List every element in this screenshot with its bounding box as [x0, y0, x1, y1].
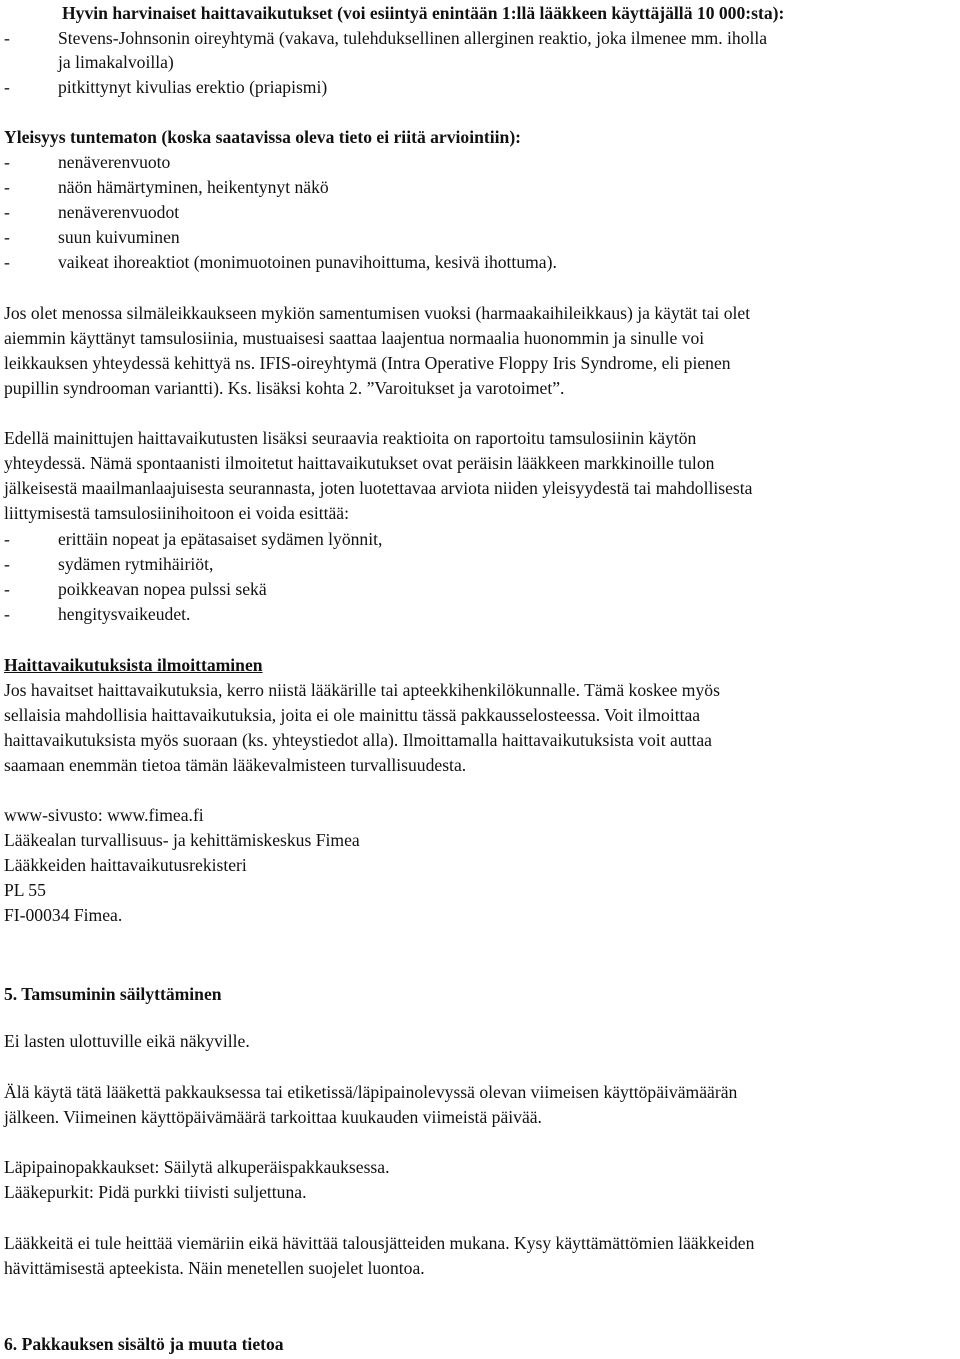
reporting-paragraph-line: haittavaikutuksista myös suoraan (ks. yhteystiedot alla). Ilmoittamalla haittavaikutuksista voit auttaa [4, 730, 712, 750]
reporting-paragraph-line: Jos havaitset haittavaikutuksia, kerro niistä lääkärille tai apteekkihenkilökunnalle. Tämä koskee myös [4, 680, 720, 700]
bullet: - [4, 77, 10, 97]
reported-paragraph-line: liittymisestä tamsulosiinihoitoon ei voida esittää: [4, 503, 349, 523]
bullet: - [4, 227, 10, 247]
ifis-paragraph-line: aiemmin käyttänyt tamsulosiinia, mustuaisesi saattaa laajentua normaalia huonommin ja sinulle voi [4, 328, 705, 348]
bullet: - [4, 202, 10, 222]
bullet: - [4, 177, 10, 197]
section-6-heading: 6. Pakkauksen sisältö ja muuta tietoa [4, 1334, 284, 1354]
storage-paragraph-line: Lääkkeitä ei tule heittää viemäriin eikä hävittää talousjätteiden mukana. Kysy käyttämättömien lääkkeiden [4, 1233, 755, 1253]
bullet: - [4, 252, 10, 272]
contact-line: FI-00034 Fimea. [4, 905, 123, 925]
reporting-paragraph-line: sellaisia mahdollisia haittavaikutuksia, joita ei ole mainittu tässä pakkausselosteessa. Voit ilmoittaa [4, 705, 701, 725]
bullet: - [4, 529, 10, 549]
reported-paragraph-line: yhteydessä. Nämä spontaanisti ilmoitetut haittavaikutukset ovat peräisin lääkkeen markkinoille tulon [4, 453, 715, 473]
contact-line: PL 55 [4, 880, 46, 900]
bullet: - [4, 152, 10, 172]
reported-paragraph-line: jälkeisestä maailmanlaajuisesta seurannasta, joten luotettavaa arviota niiden yleisyydestä tai mahdollisesta [4, 478, 753, 498]
ifis-paragraph-line: pupillin syndrooman variantti). Ks. lisäksi kohta 2. ”Varoitukset ja varotoimet”. [4, 378, 565, 398]
rare-side-effects-heading: Hyvin harvinaiset haittavaikutukset (voi esiintyä enintään 1:llä lääkkeen käyttäjällä 10 000:sta): [62, 3, 785, 23]
list-item: - Stevens-Johnsonin oireyhtymä (vakava, tulehduksellinen allerginen reaktio, joka ilmenee mm. iholla [4, 28, 768, 48]
storage-paragraph: Ei lasten ulottuville eikä näkyville. [4, 1031, 250, 1051]
reporting-heading: Haittavaikutuksista ilmoittaminen [4, 655, 263, 675]
ifis-paragraph-line: Jos olet menossa silmäleikkaukseen mykiön samentumisen vuoksi (harmaakaihileikkaus) ja käytät tai olet [4, 303, 751, 323]
list-item: - erittäin nopeat ja epätasaiset sydämen lyönnit, [4, 529, 383, 549]
list-item: - vaikeat ihoreaktiot (monimuotoinen punavihoittuma, kesivä ihottuma). [4, 252, 557, 272]
list-item: - suun kuivuminen [4, 227, 180, 247]
contact-line: Lääkkeiden haittavaikutusrekisteri [4, 855, 247, 875]
reported-paragraph-line: Edellä mainittujen haittavaikutusten lisäksi seuraavia reaktioita on raportoitu tamsulosiinin käytön [4, 428, 697, 448]
storage-paragraph-line: Lääkepurkit: Pidä purkki tiivisti suljettuna. [4, 1182, 307, 1202]
bullet: - [4, 554, 10, 574]
reporting-paragraph-line: saamaan enemmän tietoa tämän lääkevalmisteen turvallisuudesta. [4, 755, 467, 775]
storage-paragraph-line: Läpipainopakkaukset: Säilytä alkuperäispakkauksessa. [4, 1157, 390, 1177]
list-item: - nenäverenvuodot [4, 202, 180, 222]
contact-line: Lääkealan turvallisuus- ja kehittämiskeskus Fimea [4, 830, 360, 850]
list-item-continuation: ja limakalvoilla) [58, 52, 174, 72]
contact-website: www-sivusto: www.fimea.fi [4, 805, 204, 825]
section-5-heading: 5. Tamsuminin säilyttäminen [4, 984, 222, 1004]
ifis-paragraph-line: leikkauksen yhteydessä kehittyä ns. IFIS-oireyhtymä (Intra Operative Floppy Iris Syndrome, eli pienen [4, 353, 731, 373]
bullet: - [4, 604, 10, 624]
storage-paragraph-line: jälkeen. Viimeinen käyttöpäivämäärä tarkoittaa kuukauden viimeistä päivää. [4, 1107, 542, 1127]
list-item: - nenäverenvuoto [4, 152, 171, 172]
storage-paragraph-line: hävittämisestä apteekista. Näin menetellen suojelet luontoa. [4, 1258, 425, 1278]
storage-paragraph-line: Älä käytä tätä lääkettä pakkauksessa tai etiketissä/läpipainolevyssä olevan viimeisen käyttöpäivämäärän [4, 1082, 738, 1102]
bullet: - [4, 579, 10, 599]
list-item: - poikkeavan nopea pulssi sekä [4, 579, 267, 599]
list-item: - sydämen rytmihäiriöt, [4, 554, 214, 574]
unknown-frequency-heading: Yleisyys tuntematon (koska saatavissa oleva tieto ei riitä arviointiin): [4, 127, 522, 147]
list-item: - hengitysvaikeudet. [4, 604, 191, 624]
bullet: - [4, 28, 10, 48]
list-item: - näön hämärtyminen, heikentynyt näkö [4, 177, 329, 197]
list-item: - pitkittynyt kivulias erektio (priapismi) [4, 77, 328, 97]
